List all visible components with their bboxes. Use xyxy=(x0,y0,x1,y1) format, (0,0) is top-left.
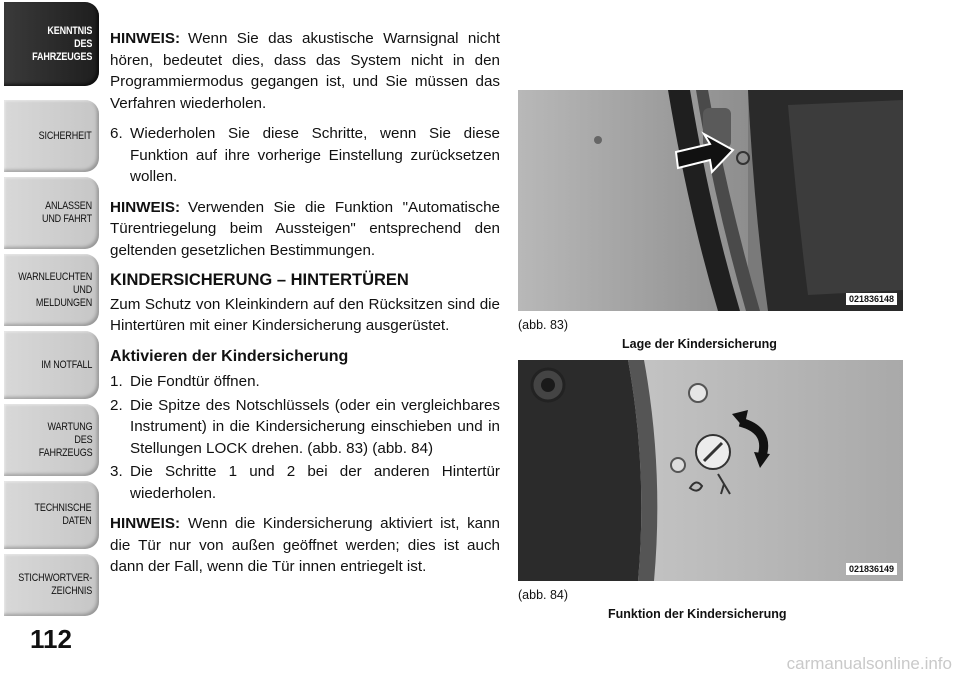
figure-reference: (abb. 84) xyxy=(518,588,569,602)
figure-84 xyxy=(518,360,903,625)
figure-code: 021836149 xyxy=(846,563,897,575)
note-paragraph xyxy=(110,513,500,578)
page-number: 112 xyxy=(30,624,72,654)
tab-warnleuchten-und-meldungen[interactable] xyxy=(4,254,99,326)
tab-label: STICHWORTVER- ZEICHNIS xyxy=(18,572,92,597)
list-number: 1. xyxy=(110,373,123,390)
figure-caption: Lage der Kindersicherung xyxy=(622,337,777,351)
section-paragraph: Zum Schutz von Kleinkindern auf den Rücksitzen sind die Hintertüren mit einer Kindersicherung ausgerüstet. xyxy=(110,295,500,334)
list-item xyxy=(110,123,500,188)
list-text: Wiederholen Sie diese Schritte, wenn Sie diese Funktion auf ihre vorherige Einstellung zurücksetzen wollen. xyxy=(130,125,500,185)
door-lock-location-photo xyxy=(518,90,903,311)
text-column xyxy=(110,28,500,587)
watermark: carmanualsonline.info xyxy=(786,654,952,673)
list-text: Die Fondtür öffnen. xyxy=(130,373,260,390)
tab-label: IM NOTFALL xyxy=(41,358,92,371)
note-text: Wenn die Kindersicherung aktiviert ist, kann die Tür nur von außen geöffnet werden; dies ist auch dann der Fall, wenn die Tür innen entriegelt ist. xyxy=(110,515,500,575)
tab-technische-daten[interactable] xyxy=(4,481,99,549)
tab-kenntnis-des-fahrzeuges[interactable] xyxy=(4,2,99,86)
tab-label: SICHERHEIT xyxy=(39,129,92,142)
figure-reference: (abb. 83) xyxy=(518,318,569,332)
tab-label: KENNTNIS DES FAHRZEUGES xyxy=(31,24,92,63)
note-label: HINWEIS: xyxy=(110,515,181,532)
list-item xyxy=(110,395,500,460)
list-number: 6. xyxy=(110,125,123,142)
note-text: Wenn Sie das akustische Warnsignal nicht hören, bedeutet dies, dass das System nicht in den Programmiermodus gegangen ist, und Sie müssen das Verfahren wiederholen. xyxy=(110,30,500,112)
note-label: HINWEIS: xyxy=(110,30,181,47)
child-lock-function-illustration xyxy=(518,360,903,581)
section-heading: KINDERSICHERUNG – HINTERTÜREN xyxy=(110,271,409,289)
tab-label: WARTUNG DES FAHRZEUGS xyxy=(38,420,92,459)
list-text: Die Schritte 1 und 2 bei der anderen Hintertür wiederholen. xyxy=(130,463,500,502)
note-text: Verwenden Sie die Funktion "Automatische Türentriegelung beim Aussteigen" entsprechend den geltenden gesetzlichen Bestimmungen. xyxy=(110,198,500,259)
figure-code: 021836148 xyxy=(846,293,897,305)
list-item xyxy=(110,461,500,504)
door-lock-location-illustration xyxy=(518,90,903,311)
list-number: 3. xyxy=(110,463,123,480)
tab-stichwortverzeichnis[interactable] xyxy=(4,554,99,616)
note-paragraph xyxy=(110,28,500,114)
tab-label: ANLASSEN UND FAHRT xyxy=(42,200,92,225)
note-label: HINWEIS: xyxy=(110,198,181,216)
child-lock-function-photo xyxy=(518,360,903,581)
tab-label: TECHNISCHE DATEN xyxy=(34,502,92,527)
tab-label: WARNLEUCHTEN UND MELDUNGEN xyxy=(18,270,92,309)
note-paragraph xyxy=(110,197,500,262)
tab-im-notfall[interactable] xyxy=(4,331,99,399)
list-item xyxy=(110,371,500,393)
chapter-sidebar xyxy=(0,0,100,678)
tab-anlassen-und-fahrt[interactable] xyxy=(4,177,99,249)
figure-83 xyxy=(518,90,903,355)
figure-caption: Funktion der Kindersicherung xyxy=(608,607,787,621)
list-text: Die Spitze des Notschlüssels (oder ein vergleichbares Instrument) in die Kindersicherung einschieben und in Stellungen LOCK drehen. (abb. 83) (abb. 84) xyxy=(130,396,500,457)
tab-wartung-des-fahrzeugs[interactable] xyxy=(4,404,99,476)
list-number: 2. xyxy=(110,396,123,414)
tab-sicherheit[interactable] xyxy=(4,100,99,172)
subsection-heading: Aktivieren der Kindersicherung xyxy=(110,347,349,365)
